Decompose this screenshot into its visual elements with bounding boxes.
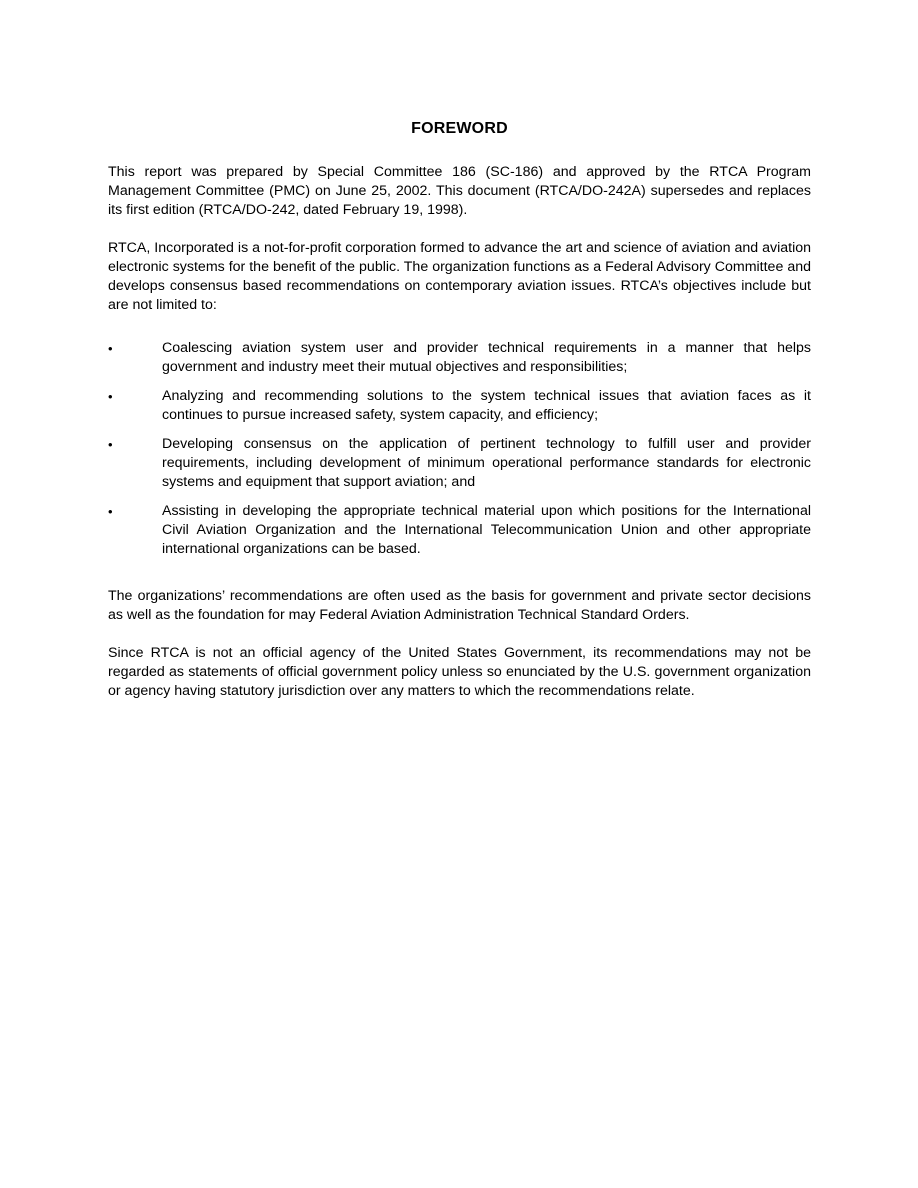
page-title: FOREWORD: [411, 120, 508, 137]
list-item-text: Assisting in developing the appropriate technical material upon which positions for the International Civil Aviation Organization and the International Telecommunication Union and other appropriate international organizations can be based.: [162, 503, 811, 557]
list-item: [108, 387, 811, 425]
bullet-icon: •: [108, 341, 113, 356]
paragraph-rtca-description: RTCA, Incorporated is a not-for-profit corporation formed to advance the art and science of aviation and aviation electronic systems for the benefit of the public. The organization functions as a Federal Advisory Committee and develops consensus based recommendations on contemporary aviation issues. RTCA’s objectives include but are not limited to:: [108, 240, 811, 313]
paragraph-report-preparation: This report was prepared by Special Committee 186 (SC-186) and approved by the RTCA Program Management Committee (PMC) on June 25, 2002. This document (RTCA/DO-242A) supersedes and replaces its first edition (RTCA/DO-242, dated February 19, 1998).: [108, 164, 811, 218]
list-item-text: Developing consensus on the application of pertinent technology to fulfill user and provider requirements, including development of minimum operational performance standards for electronic systems and equipment that support aviation; and: [162, 436, 811, 490]
bullet-icon: •: [108, 437, 113, 452]
list-item: [108, 502, 811, 559]
paragraph-recommendations-usage: The organizations’ recommendations are often used as the basis for government and private sector decisions as well as the foundation for may Federal Aviation Administration Technical Standard Orders.: [108, 588, 811, 623]
paragraph-official-status: Since RTCA is not an official agency of the United States Government, its recommendations may not be regarded as statements of official government policy unless so enunciated by the U.S. government organization or agency having statutory jurisdiction over any matters to which the recommendations relate.: [108, 645, 811, 699]
paragraph-spacer: [108, 220, 811, 239]
list-item-text: Analyzing and recommending solutions to the system technical issues that aviation faces as it continues to pursue increased safety, system capacity, and efficiency;: [162, 388, 811, 423]
bullet-icon: •: [108, 389, 113, 404]
list-item-text: Coalescing aviation system user and provider technical requirements in a manner that helps government and industry meet their mutual objectives and responsibilities;: [162, 340, 811, 375]
list-item: [108, 435, 811, 492]
list-item: [108, 339, 811, 377]
document-page: [108, 120, 811, 701]
bullet-icon: •: [108, 504, 113, 519]
objectives-list: [108, 339, 811, 559]
